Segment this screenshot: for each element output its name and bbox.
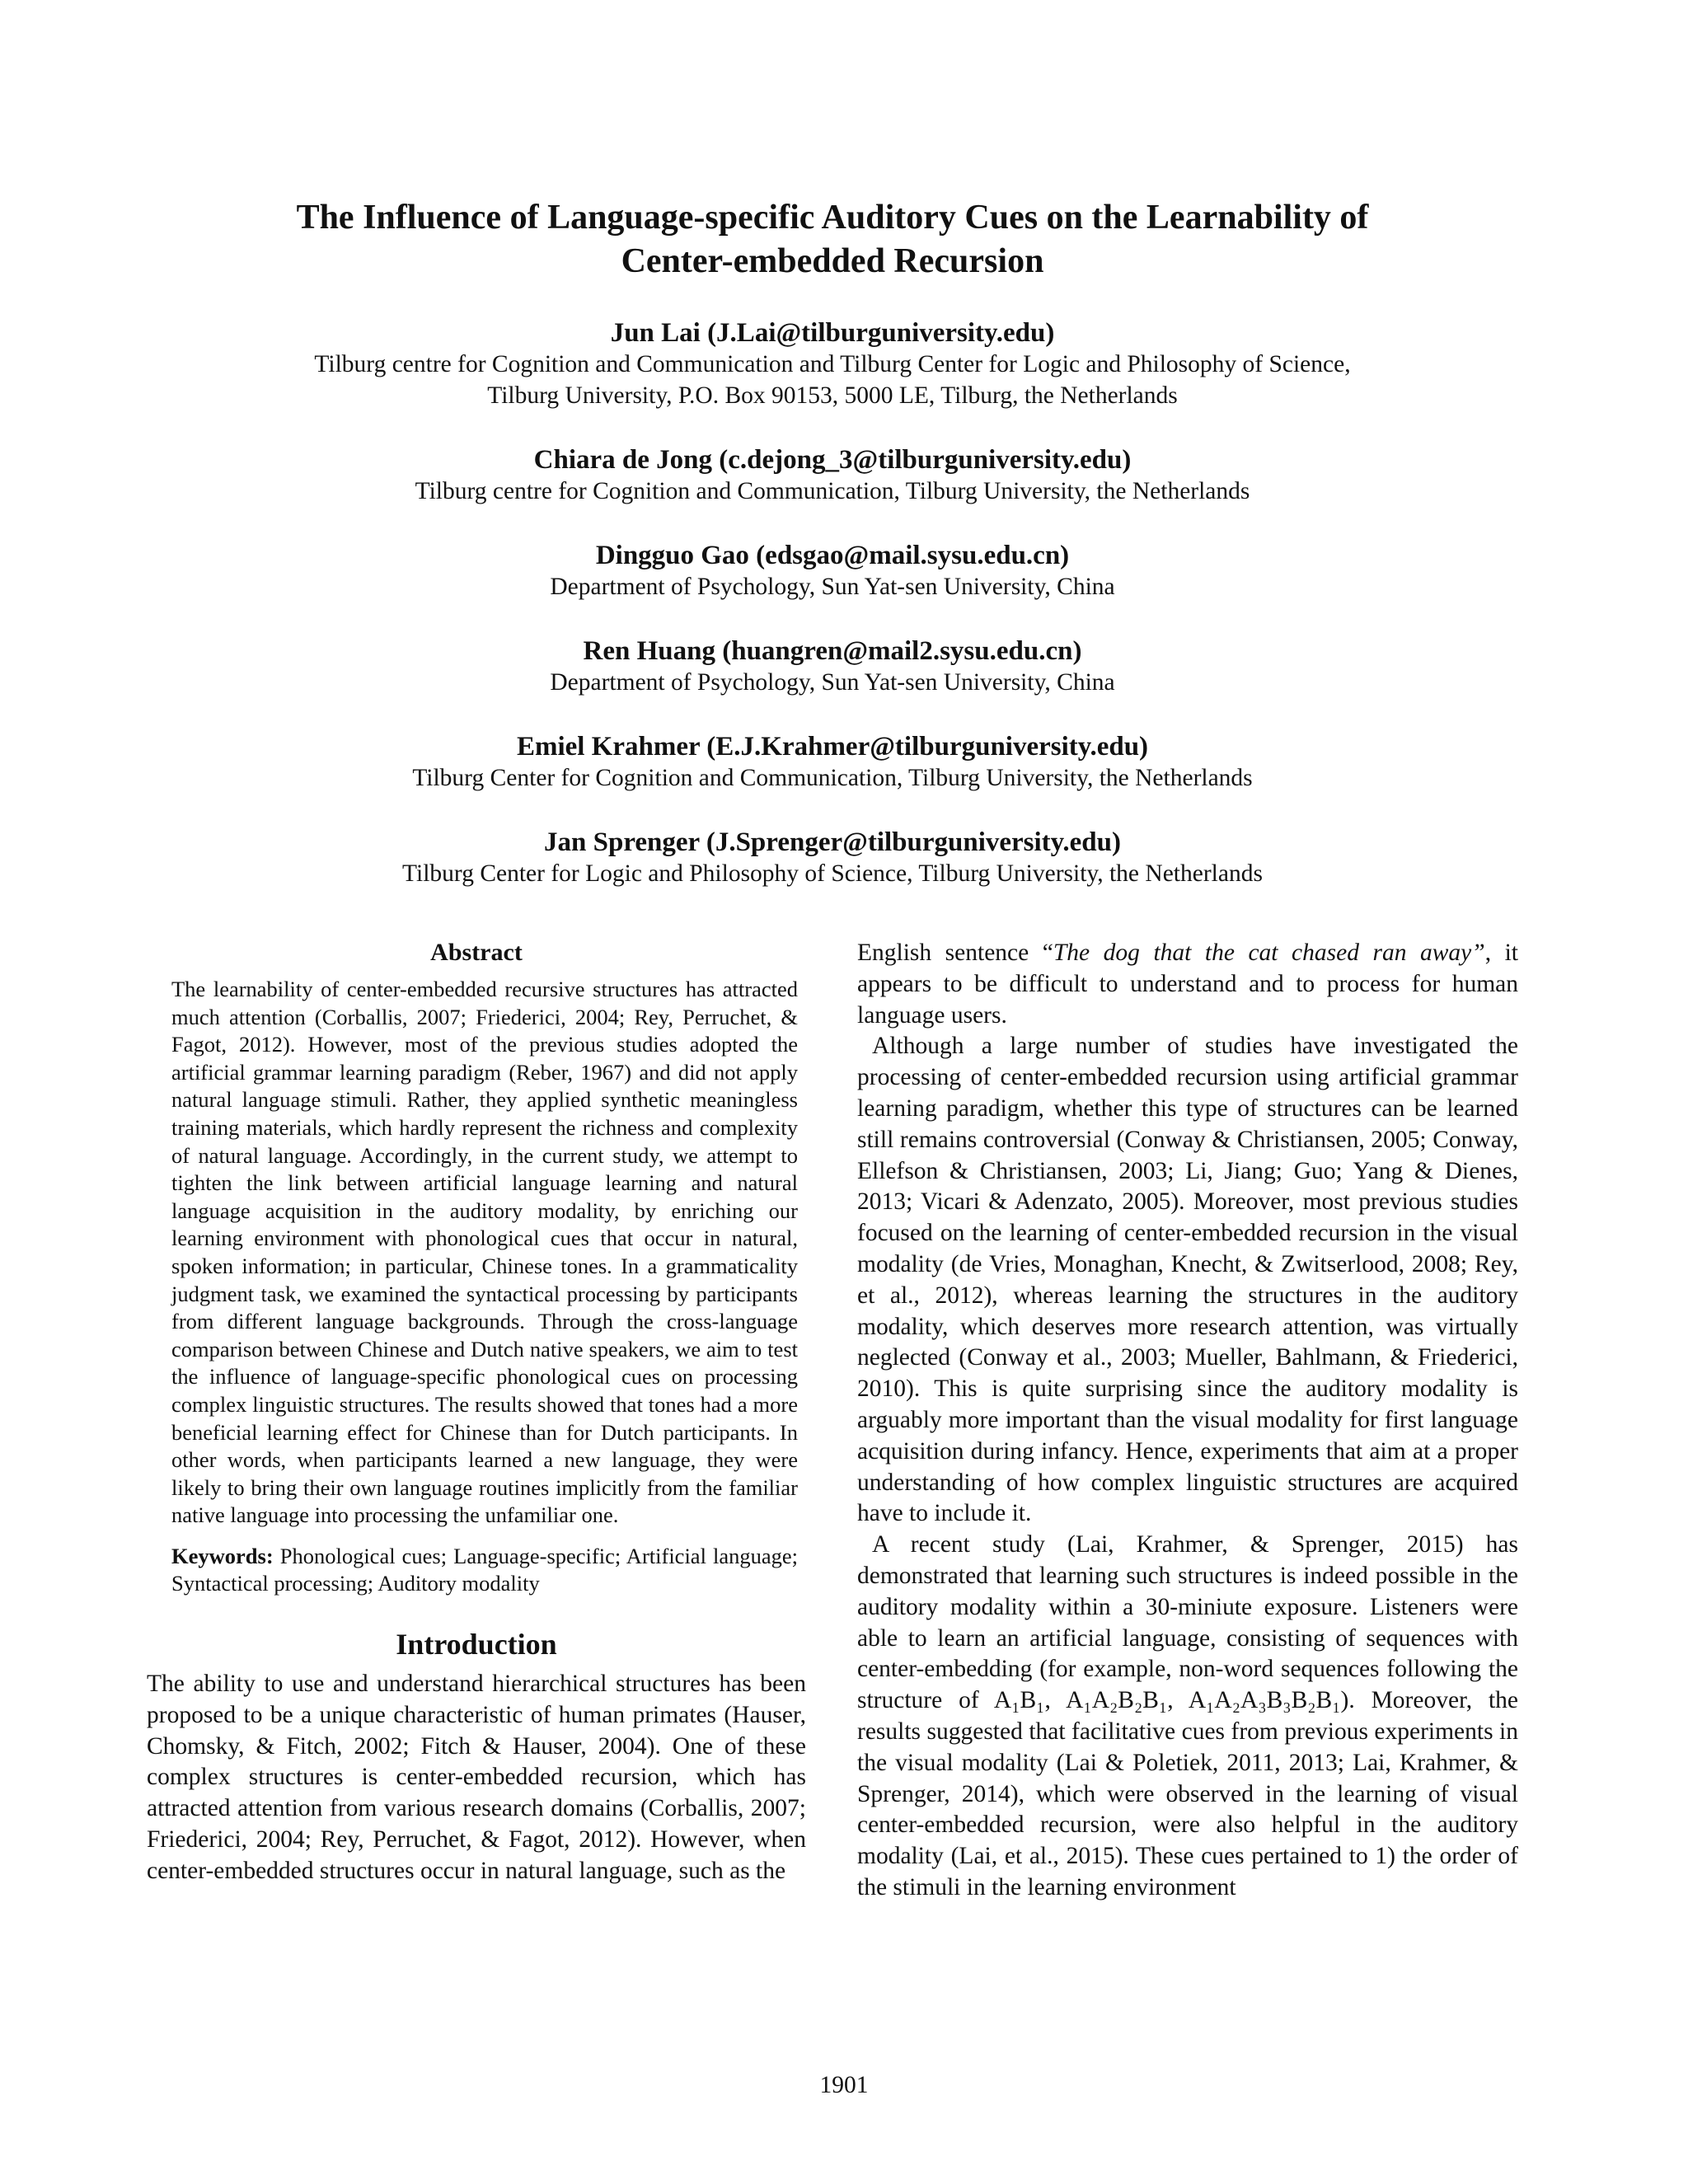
paragraph-text: English sentence “ [857, 940, 1053, 966]
author-name: Ren Huang (huangren@mail2.sysu.edu.cn) [583, 636, 1082, 666]
sequence-example: A₁B₁ [993, 1687, 1045, 1714]
affiliation-line: Tilburg Center for Cognition and Communication, Tilburg University, the Netherlands [412, 765, 1253, 791]
introduction-paragraph-2: Although a large number of studies have investigated the processing of center-embedded recursion using artificial grammar learning paradigm, whether this type of structures can be learned still remains controversial (Conway & Christiansen, 2005; Conway, Ellefson & Christiansen, 2003; Li, Jiang; Guo; Yang & Dienes, 2013; Vicari & Adenzato, 2005). Moreover, most previous studies focused on the learning of center-embedded recursion in the visual modality (de Vries, Monaghan, Knecht, & Zwitserlood, 2008; Rey, et al., 2012), whereas learning the structures in the auditory modality, which deserves more research attention, was virtually neglected (Conway et al., 2003; Mueller, Bahlmann, & Friederici, 2010). This is quite surprising since the auditory modality is arguably more important than the visual modality for first language acquisition during infancy. Hence, experiments that aim at a proper understanding of how complex linguistic structures are acquired have to include it. [857, 1033, 1518, 1527]
title-line-1: The Influence of Language-specific Auditory Cues on the Learnability of [296, 199, 1369, 237]
page-number: 1901 [819, 2072, 869, 2098]
author-entry [148, 827, 1517, 889]
affiliation-line: Tilburg centre for Cognition and Communication and Tilburg Center for Logic and Philosophy of Science, [314, 351, 1351, 377]
author-affiliation [148, 476, 1517, 507]
introduction-heading: Introduction [396, 1628, 557, 1661]
introduction-paragraph-1: The ability to use and understand hierarchical structures has been proposed to be a unique characteristic of human primates (Hauser, Chomsky, & Fitch, 2002; Fitch & Hauser, 2004). One of these complex structures is center-embedded recursion, which has attracted attention from various research domains (Corballis, 2007; Friederici, 2004; Rey, Perruchet, & Fagot, 2012). However, when center-embedded structures occur in natural language, such as the [147, 1671, 806, 1884]
author-name: Jun Lai (J.Lai@tilburguniversity.edu) [610, 318, 1055, 348]
author-affiliation [148, 762, 1517, 794]
author-name: Emiel Krahmer (E.J.Krahmer@tilburguniversity.edu) [516, 732, 1149, 762]
introduction-paragraph-3: A recent study (Lai, Krahmer, & Sprenger, 2015) has demonstrated that learning such structures is indeed possible in the auditory modality within a 30-miniute exposure. Listeners were able to learn an artificial language, consisting of sequences with center-embedding (for example, non-word sequences following the structure of A₁B₁, A₁A₂B₂B₁, A₁A₂A₃B₃B₂B₁). Moreover, the results suggested that facilitative cues from previous experiments in the visual modality (Lai & Poletiek, 2011, 2013; Lai, Krahmer, & Sprenger, 2014), which were observed in the learning of visual center-embedded recursion, were also helpful in the auditory modality (Lai, et al., 2015). These cues pertained to 1) the order of the stimuli in the learning environment [857, 1531, 1519, 1900]
author-affiliation [148, 349, 1517, 411]
affiliation-line: Tilburg centre for Cognition and Communication, Tilburg University, the Netherlands [415, 478, 1250, 504]
author-block [148, 317, 1517, 922]
author-name: Dingguo Gao (edsgao@mail.sysu.edu.cn) [595, 541, 1070, 570]
author-entry [148, 731, 1517, 794]
author-affiliation [148, 571, 1517, 602]
abstract-text: The learnability of center-embedded recursive structures has attracted much attention (Corballis, 2007; Friederici, 2004; Rey, Perruchet, & Fagot, 2012). However, most of the previous studies adopted the artificial grammar learning paradigm (Reber, 1967) and did not apply natural language stimuli. Rather, they applied synthetic meaningless training materials, which hardly represent the richness and complexity of natural language. Accordingly, in the current study, we attempt to tighten the link between artificial language learning and natural language acquisition in the auditory modality, by enriching our learning environment with phonological cues that occur in natural, spoken information; in particular, Chinese tones. In a grammaticality judgment task, we examined the syntactical processing by participants from different language backgrounds. Through the cross-language comparison between Chinese and Dutch native speakers, we aim to test the influence of language-specific phonological cues on processing complex linguistic structures. The results showed that tones had a more beneficial learning effect for Chinese than for Dutch participants. In other words, when participants learned a new language, they were likely to bring their own language routines implicitly from the familiar native language into processing the unfamiliar one. [171, 977, 798, 1528]
keywords-text: Phonological cues; Language-specific; Artificial language; Syntactical processing; Auditory modality [171, 1543, 798, 1596]
author-entry [148, 444, 1517, 507]
introduction-paragraph-1-continued [857, 938, 1518, 1031]
sequence-example: A₁A₂A₃B₃B₂B₁ [1188, 1687, 1341, 1714]
right-column [857, 938, 1518, 1904]
paper-title [148, 196, 1517, 284]
affiliation-line: Tilburg Center for Logic and Philosophy of Science, Tilburg University, the Netherlands [402, 860, 1263, 887]
paragraph-text: , it appears to be difficult to understand and to process for human language users. [857, 940, 1518, 1029]
left-column [147, 938, 806, 1887]
author-entry [148, 317, 1517, 411]
title-line-2: Center-embedded Recursion [621, 242, 1044, 280]
paragraph-text: ). Moreover, the results suggested that facilitative cues from previous experiments in the visual modality (Lai & Poletiek, 2011, 2013; Lai, Krahmer, & Sprenger, 2014), which were observed in the learning of visual center-embedded recursion, were also helpful in the auditory modality (Lai, et al., 2015). These cues pertained to 1) the order of the stimuli in the learning environment [857, 1687, 1519, 1900]
abstract-heading: Abstract [430, 939, 523, 966]
author-name: Chiara de Jong (c.dejong_3@tilburguniversity.edu) [533, 445, 1132, 475]
affiliation-line: Tilburg University, P.O. Box 90153, 5000 LE, Tilburg, the Netherlands [487, 382, 1178, 409]
author-entry [148, 635, 1517, 698]
sequence-example: A₁A₂B₂B₁ [1066, 1687, 1168, 1714]
author-name: Jan Sprenger (J.Sprenger@tilburguniversity.edu) [544, 827, 1121, 857]
example-sentence: The dog that the cat chased ran away” [1053, 940, 1485, 966]
keywords-label: Keywords: [171, 1543, 274, 1568]
paragraph-text: A recent study (Lai, Krahmer, & Sprenger, 2015) has demonstrated that learning such structures is indeed possible in the auditory modality within a 30-miniute exposure. Listeners were able to learn an artificial language, consisting of sequences with center-embedding (for example, non-word sequences following the structure of [857, 1531, 1518, 1714]
author-entry [148, 540, 1517, 602]
keywords [171, 1543, 798, 1598]
author-affiliation [148, 858, 1517, 889]
affiliation-line: Department of Psychology, Sun Yat-sen University, China [550, 574, 1115, 600]
author-affiliation [148, 667, 1517, 698]
affiliation-line: Department of Psychology, Sun Yat-sen University, China [550, 669, 1115, 696]
